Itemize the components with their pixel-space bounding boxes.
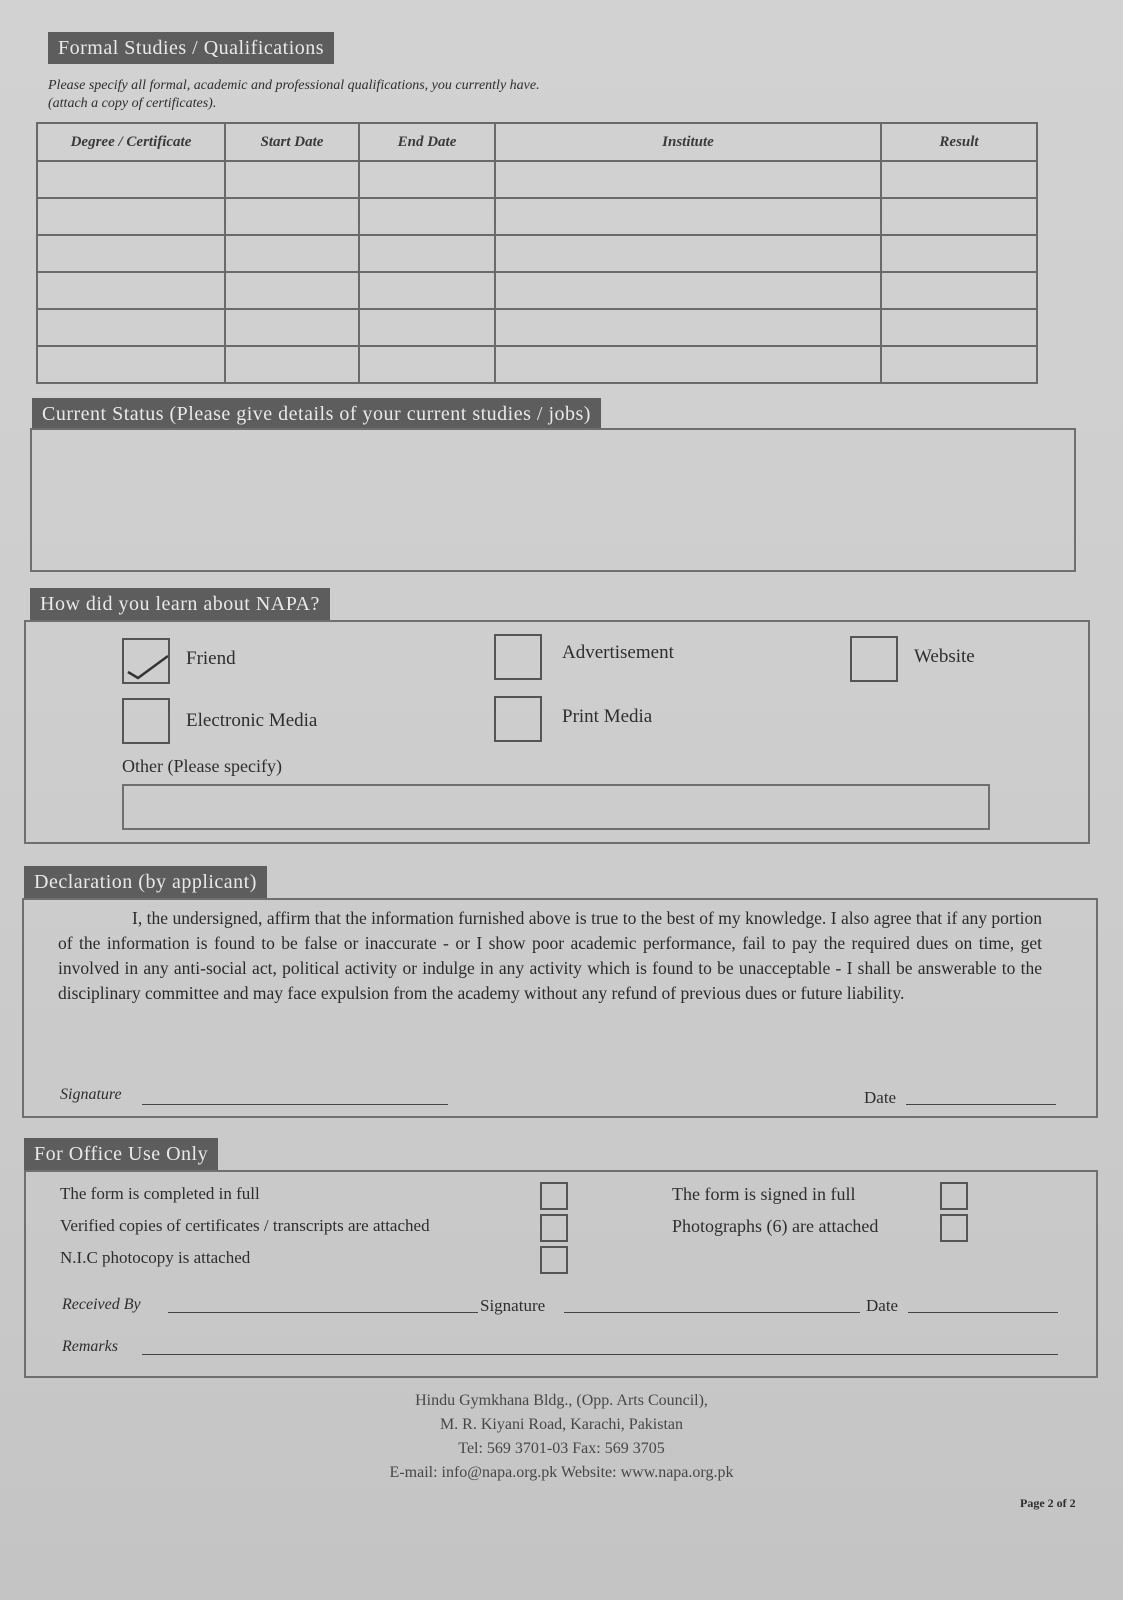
advertisement-label: Advertisement bbox=[562, 642, 674, 663]
received-by-label: Received By bbox=[62, 1296, 141, 1313]
end-date-cell[interactable] bbox=[359, 161, 495, 198]
office-date-label: Date bbox=[866, 1296, 899, 1315]
result-cell[interactable] bbox=[881, 161, 1037, 198]
degree-cell[interactable] bbox=[37, 309, 225, 346]
institute-cell[interactable] bbox=[495, 346, 881, 383]
website-label: Website bbox=[914, 646, 975, 667]
other-label: Other (Please specify) bbox=[122, 756, 282, 776]
current-status-header: Current Status (Please give details of your current studies / jobs) bbox=[32, 398, 601, 430]
qualifications-instruction: Please specify all formal, academic and professional qualifications, you currently have. bbox=[48, 78, 540, 93]
declaration-date-label: Date bbox=[864, 1088, 897, 1107]
table-row bbox=[37, 346, 1037, 383]
office-item-completed: The form is completed in full bbox=[60, 1184, 260, 1203]
table-row bbox=[37, 235, 1037, 272]
start-date-cell[interactable] bbox=[225, 346, 359, 383]
footer-contact: E-mail: info@napa.org.pk Website: www.napa.org.pk bbox=[389, 1464, 734, 1481]
declaration-date-line[interactable] bbox=[906, 1104, 1056, 1105]
other-specify-input[interactable] bbox=[122, 784, 990, 830]
start-date-cell[interactable] bbox=[225, 161, 359, 198]
result-cell[interactable] bbox=[881, 346, 1037, 383]
office-item-photographs: Photographs (6) are attached bbox=[672, 1216, 879, 1236]
certificates-checkbox[interactable] bbox=[540, 1214, 568, 1242]
end-date-cell[interactable] bbox=[359, 309, 495, 346]
declaration-header: Declaration (by applicant) bbox=[24, 866, 267, 898]
received-by-line[interactable] bbox=[168, 1312, 478, 1313]
declaration-signature-line[interactable] bbox=[142, 1104, 448, 1105]
friend-label: Friend bbox=[186, 648, 236, 669]
remarks-line[interactable] bbox=[142, 1354, 1058, 1355]
end-date-cell[interactable] bbox=[359, 198, 495, 235]
office-item-certificates: Verified copies of certificates / transcripts are attached bbox=[60, 1216, 430, 1235]
table-row bbox=[37, 161, 1037, 198]
qualifications-header: Formal Studies / Qualifications bbox=[48, 32, 334, 64]
print-media-label: Print Media bbox=[562, 706, 653, 727]
nic-checkbox[interactable] bbox=[540, 1246, 568, 1274]
start-date-cell[interactable] bbox=[225, 272, 359, 309]
column-header-start-date: Start Date bbox=[225, 123, 359, 161]
column-header-degree: Degree / Certificate bbox=[37, 123, 225, 161]
result-cell[interactable] bbox=[881, 272, 1037, 309]
page-number: Page 2 of 2 bbox=[1020, 1496, 1076, 1510]
degree-cell[interactable] bbox=[37, 161, 225, 198]
start-date-cell[interactable] bbox=[225, 309, 359, 346]
declaration-text: I, the undersigned, affirm that the information furnished above is true to the best of my knowledge. I also agree that if any portion of the information is found to be false or inaccurate - or I show poor academic performance, fail to pay the required dues on time, get involved in any anti-social act, political activity or indulge in any activity which is found to be unacceptable - I shall be answerable to the disciplinary committee and may face expulsion from the academy without any refund of previous dues or future liability. bbox=[58, 908, 1042, 1003]
footer-phone: Tel: 569 3701-03 Fax: 569 3705 bbox=[458, 1440, 665, 1457]
column-header-result: Result bbox=[881, 123, 1037, 161]
check-mark-icon bbox=[124, 640, 168, 682]
electronic-media-label: Electronic Media bbox=[186, 710, 318, 731]
qualifications-instruction-2: (attach a copy of certificates). bbox=[48, 96, 217, 111]
column-header-end-date: End Date bbox=[359, 123, 495, 161]
result-cell[interactable] bbox=[881, 198, 1037, 235]
start-date-cell[interactable] bbox=[225, 198, 359, 235]
learn-header: How did you learn about NAPA? bbox=[30, 588, 330, 620]
website-checkbox[interactable] bbox=[850, 636, 898, 682]
print-media-checkbox[interactable] bbox=[494, 696, 542, 742]
declaration-signature-label: Signature bbox=[60, 1086, 122, 1103]
table-row bbox=[37, 198, 1037, 235]
completed-checkbox[interactable] bbox=[540, 1182, 568, 1210]
office-signature-line[interactable] bbox=[564, 1312, 860, 1313]
institute-cell[interactable] bbox=[495, 309, 881, 346]
degree-cell[interactable] bbox=[37, 198, 225, 235]
institute-cell[interactable] bbox=[495, 235, 881, 272]
office-item-signed: The form is signed in full bbox=[672, 1184, 856, 1204]
result-cell[interactable] bbox=[881, 309, 1037, 346]
start-date-cell[interactable] bbox=[225, 235, 359, 272]
footer-address-1: Hindu Gymkhana Bldg., (Opp. Arts Council), bbox=[415, 1392, 708, 1409]
current-status-field[interactable] bbox=[30, 428, 1076, 572]
footer-address-2: M. R. Kiyani Road, Karachi, Pakistan bbox=[439, 1416, 684, 1433]
institute-cell[interactable] bbox=[495, 272, 881, 309]
end-date-cell[interactable] bbox=[359, 235, 495, 272]
table-row bbox=[37, 272, 1037, 309]
degree-cell[interactable] bbox=[37, 346, 225, 383]
qualifications-table bbox=[36, 122, 1038, 384]
result-cell[interactable] bbox=[881, 235, 1037, 272]
photographs-checkbox[interactable] bbox=[940, 1214, 968, 1242]
friend-checkbox[interactable] bbox=[122, 638, 170, 684]
end-date-cell[interactable] bbox=[359, 272, 495, 309]
office-signature-label: Signature bbox=[480, 1296, 546, 1315]
office-use-header: For Office Use Only bbox=[24, 1138, 218, 1170]
institute-cell[interactable] bbox=[495, 198, 881, 235]
office-item-nic: N.I.C photocopy is attached bbox=[60, 1248, 251, 1267]
institute-cell[interactable] bbox=[495, 161, 881, 198]
column-header-institute: Institute bbox=[495, 123, 881, 161]
signed-checkbox[interactable] bbox=[940, 1182, 968, 1210]
advertisement-checkbox[interactable] bbox=[494, 634, 542, 680]
end-date-cell[interactable] bbox=[359, 346, 495, 383]
table-header-row bbox=[37, 123, 1037, 161]
degree-cell[interactable] bbox=[37, 272, 225, 309]
table-row bbox=[37, 309, 1037, 346]
degree-cell[interactable] bbox=[37, 235, 225, 272]
remarks-label: Remarks bbox=[62, 1338, 118, 1355]
office-date-line[interactable] bbox=[908, 1312, 1058, 1313]
electronic-media-checkbox[interactable] bbox=[122, 698, 170, 744]
